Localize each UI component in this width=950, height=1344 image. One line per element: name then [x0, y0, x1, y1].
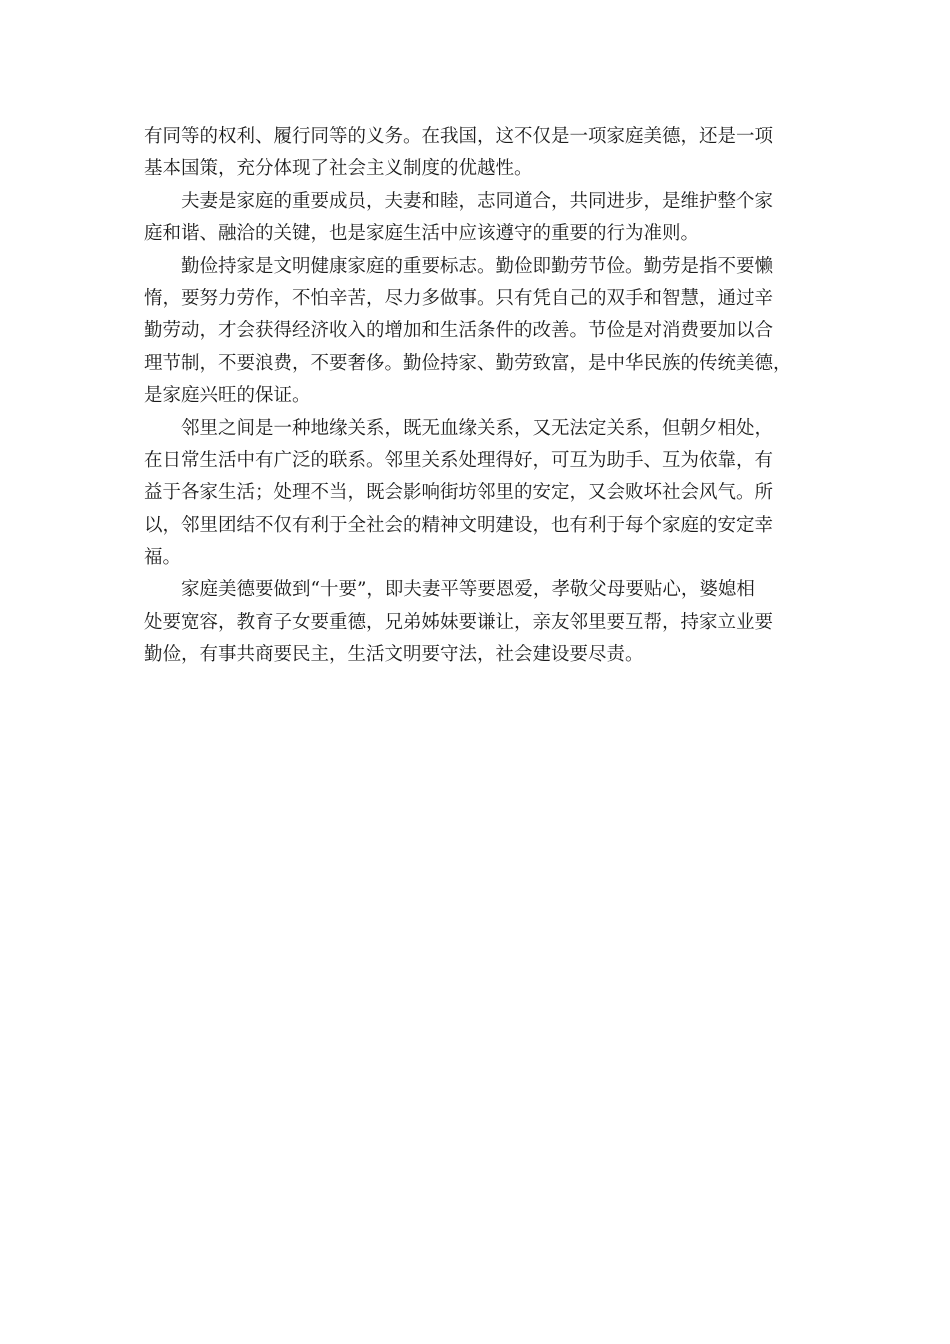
- text-line: 是家庭兴旺的保证。: [144, 385, 311, 407]
- text-line: 家庭美德要做到“十要”，即夫妻平等要恩爱，孝敬父母要贴心，婆媳相: [181, 579, 755, 601]
- text-line: 勤俭持家是文明健康家庭的重要标志。勤俭即勤劳节俭。勤劳是指不要懒: [181, 255, 774, 277]
- paragraph-neighbors: [144, 413, 820, 575]
- paragraph-rights-and-duties: [144, 121, 820, 186]
- text-line: 以，邻里团结不仅有利于全社会的精神文明建设，也有利于每个家庭的安定幸: [144, 514, 774, 536]
- text-line: 福。: [144, 547, 182, 569]
- text-line: 在日常生活中有广泛的联系。邻里关系处理得好，可互为助手、互为依靠，有: [144, 449, 774, 471]
- paragraph-thrift: [144, 251, 820, 413]
- text-line: 庭和谐、融洽的关键，也是家庭生活中应该遵守的重要的行为准则。: [144, 223, 700, 245]
- text-line: 处要宽容，教育子女要重德，兄弟姊妹要谦让，亲友邻里要互帮，持家立业要: [144, 611, 774, 633]
- text-line: 夫妻是家庭的重要成员，夫妻和睦，志同道合，共同进步，是维护整个家: [181, 190, 774, 212]
- text-line: 惰，要努力劳作，不怕辛苦，尽力多做事。只有凭自己的双手和智慧，通过辛: [144, 287, 774, 309]
- text-line: 基本国策，充分体现了社会主义制度的优越性。: [144, 158, 533, 180]
- paragraph-husband-and-wife: [144, 186, 820, 251]
- text-line: 理节制，不要浪费，不要奢侈。勤俭持家、勤劳致富，是中华民族的传统美德，: [144, 352, 792, 374]
- text-line: 邻里之间是一种地缘关系，既无血缘关系，又无法定关系，但朝夕相处，: [181, 417, 774, 439]
- paragraph-ten-musts: [144, 574, 820, 671]
- document-body: [144, 121, 820, 672]
- text-line: 有同等的权利、履行同等的义务。在我国，这不仅是一项家庭美德，还是一项: [144, 126, 774, 147]
- text-line: 益于各家生活；处理不当，既会影响街坊邻里的安定，又会败坏社会风气。所: [144, 482, 774, 504]
- text-line: 勤俭，有事共商要民主，生活文明要守法，社会建设要尽责。: [144, 644, 644, 666]
- text-line: 勤劳动，才会获得经济收入的增加和生活条件的改善。节俭是对消费要加以合: [144, 320, 774, 342]
